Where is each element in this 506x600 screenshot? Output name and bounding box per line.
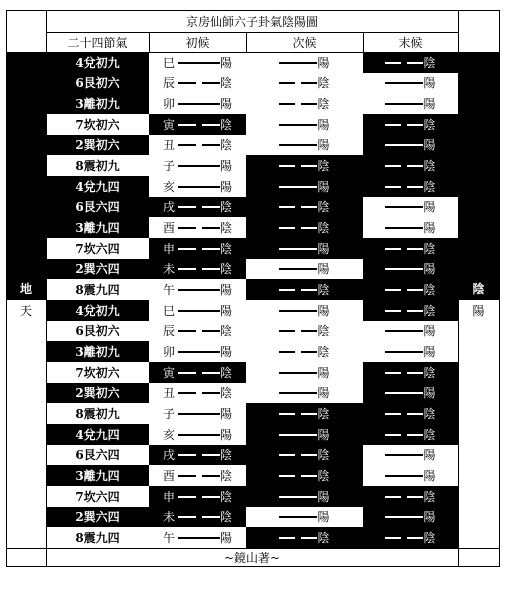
side-label-yin: 陰 xyxy=(458,280,499,298)
yin-line-mark xyxy=(178,510,220,524)
yang-line-mark xyxy=(279,179,317,193)
header-solar-terms: 二十四節氣 xyxy=(46,32,149,52)
yin-yang-word: 陽 xyxy=(220,345,233,360)
yin-line-mark xyxy=(279,159,317,173)
first-phase-cell xyxy=(149,507,246,528)
row-label: 3離九四 xyxy=(46,217,149,238)
row-label: 6艮初六 xyxy=(46,73,149,94)
yin-line-mark xyxy=(385,159,423,173)
yin-yang-word: 陽 xyxy=(220,97,233,112)
yin-yang-word: 陽 xyxy=(220,159,233,174)
yang-line-mark xyxy=(385,510,423,524)
row-label: 2巽六四 xyxy=(46,259,149,280)
yang-line-mark xyxy=(178,55,220,69)
second-phase-cell xyxy=(246,73,363,94)
yin-yang-word: 陽 xyxy=(423,345,436,360)
earthly-branch: 辰 xyxy=(162,324,175,339)
yin-yang-word: 陰 xyxy=(423,365,436,380)
chart-title: 京房仙師六子卦氣陰陽圖 xyxy=(46,10,458,32)
first-phase-cell xyxy=(149,238,246,259)
yin-yang-word: 陽 xyxy=(317,303,330,318)
row-label: 2巽初六 xyxy=(46,383,149,404)
first-phase-cell xyxy=(149,114,246,135)
yang-line-mark xyxy=(385,324,423,338)
yin-yang-word: 陽 xyxy=(220,283,233,298)
first-phase-cell xyxy=(149,341,246,362)
left-black-column xyxy=(6,52,46,300)
yin-line-mark xyxy=(178,448,220,462)
row-label: 6艮六四 xyxy=(46,197,149,218)
yin-line-mark xyxy=(385,427,423,441)
yin-line-mark xyxy=(279,200,317,214)
yin-yang-word: 陰 xyxy=(317,97,330,112)
row-label: 2巽六四 xyxy=(46,507,149,528)
last-phase-cell xyxy=(363,403,458,424)
yin-yang-word: 陽 xyxy=(423,262,436,277)
yin-yang-word: 陽 xyxy=(423,221,436,236)
earthly-branch: 戌 xyxy=(162,200,175,215)
yin-yang-word: 陽 xyxy=(423,469,436,484)
second-phase-cell xyxy=(246,486,363,507)
earthly-branch: 申 xyxy=(162,241,175,256)
grid-line xyxy=(6,10,7,566)
yin-yang-word: 陰 xyxy=(317,407,330,422)
earthly-branch: 丑 xyxy=(162,386,175,401)
yin-yang-word: 陰 xyxy=(220,386,233,401)
yin-yang-word: 陰 xyxy=(423,283,436,298)
header-second-phase: 次候 xyxy=(246,32,363,52)
last-phase-cell xyxy=(363,321,458,342)
last-phase-cell xyxy=(363,155,458,176)
yin-yang-word: 陰 xyxy=(220,76,233,91)
last-phase-cell xyxy=(363,300,458,321)
last-phase-cell xyxy=(363,465,458,486)
first-phase-cell xyxy=(149,424,246,445)
yang-line-mark xyxy=(178,179,220,193)
yin-line-mark xyxy=(279,407,317,421)
last-phase-cell xyxy=(363,424,458,445)
earthly-branch: 卯 xyxy=(162,97,175,112)
yin-yang-word: 陽 xyxy=(423,97,436,112)
yang-line-mark xyxy=(178,97,220,111)
yang-line-mark xyxy=(385,76,423,90)
grid-line xyxy=(149,32,150,52)
yin-yang-word: 陰 xyxy=(220,200,233,215)
earthly-branch: 午 xyxy=(162,531,175,545)
yang-line-mark xyxy=(178,303,220,317)
earthly-branch: 辰 xyxy=(162,76,175,91)
yin-yang-word: 陰 xyxy=(220,448,233,463)
yin-yang-word: 陽 xyxy=(317,510,330,525)
yin-yang-word: 陽 xyxy=(317,55,330,70)
yin-line-mark xyxy=(279,221,317,235)
first-phase-cell xyxy=(149,486,246,507)
first-phase-cell xyxy=(149,52,246,73)
yin-yang-word: 陽 xyxy=(317,427,330,442)
yin-line-mark xyxy=(178,489,220,503)
yin-line-mark xyxy=(279,97,317,111)
last-phase-cell xyxy=(363,383,458,404)
yang-line-mark xyxy=(385,138,423,152)
yin-yang-word: 陰 xyxy=(423,159,436,174)
first-phase-cell xyxy=(149,383,246,404)
grid-line xyxy=(6,52,499,53)
yin-line-mark xyxy=(385,241,423,255)
grid-line xyxy=(46,32,458,33)
yin-yang-word: 陽 xyxy=(220,427,233,442)
yin-line-mark xyxy=(279,469,317,483)
last-phase-cell xyxy=(363,341,458,362)
first-phase-cell xyxy=(149,217,246,238)
yin-yang-word: 陰 xyxy=(220,489,233,504)
yin-yang-word: 陰 xyxy=(220,469,233,484)
earthly-branch: 寅 xyxy=(162,117,175,132)
first-phase-cell xyxy=(149,259,246,280)
yang-line-mark xyxy=(279,138,317,152)
yin-yang-word: 陽 xyxy=(423,138,436,153)
yin-yang-word: 陽 xyxy=(220,179,233,194)
yin-line-mark xyxy=(385,117,423,131)
earthly-branch: 子 xyxy=(162,159,175,174)
yin-yang-word: 陰 xyxy=(220,241,233,256)
yang-line-mark xyxy=(279,241,317,255)
second-phase-cell xyxy=(246,507,363,528)
yin-yang-word: 陰 xyxy=(220,510,233,525)
yin-yang-word: 陽 xyxy=(220,303,233,318)
last-phase-cell xyxy=(363,176,458,197)
qi-chart xyxy=(6,10,499,566)
yin-yang-word: 陰 xyxy=(423,427,436,442)
second-phase-cell xyxy=(246,527,363,548)
last-phase-cell xyxy=(363,279,458,300)
second-phase-cell xyxy=(246,135,363,156)
yin-yang-word: 陰 xyxy=(317,159,330,174)
grid-line xyxy=(458,10,459,566)
last-phase-cell xyxy=(363,114,458,135)
yin-yang-word: 陰 xyxy=(220,138,233,153)
yin-yang-word: 陽 xyxy=(317,386,330,401)
first-phase-cell xyxy=(149,527,246,548)
earthly-branch: 午 xyxy=(162,283,175,298)
yin-line-mark xyxy=(385,407,423,421)
yin-line-mark xyxy=(385,365,423,379)
earthly-branch: 寅 xyxy=(162,365,175,380)
yin-line-mark xyxy=(178,324,220,338)
yin-yang-word: 陰 xyxy=(423,179,436,194)
grid-line xyxy=(6,10,499,11)
yin-line-mark xyxy=(279,448,317,462)
yin-line-mark xyxy=(178,241,220,255)
second-phase-cell xyxy=(246,321,363,342)
yin-yang-word: 陽 xyxy=(317,138,330,153)
row-label: 3離九四 xyxy=(46,465,149,486)
yin-line-mark xyxy=(178,200,220,214)
second-phase-cell xyxy=(246,217,363,238)
last-phase-cell xyxy=(363,238,458,259)
second-phase-cell xyxy=(246,300,363,321)
yin-line-mark xyxy=(279,324,317,338)
row-label: 4兌九四 xyxy=(46,176,149,197)
yin-yang-word: 陰 xyxy=(317,76,330,91)
last-phase-cell xyxy=(363,93,458,114)
first-phase-cell xyxy=(149,362,246,383)
second-phase-cell xyxy=(246,383,363,404)
grid-line xyxy=(6,566,500,567)
row-label: 4兌九四 xyxy=(46,424,149,445)
header-first-phase: 初候 xyxy=(149,32,246,52)
side-label-heaven: 天 xyxy=(6,302,46,320)
earthly-branch: 亥 xyxy=(162,179,175,194)
earthly-branch: 丑 xyxy=(162,138,175,153)
first-phase-cell xyxy=(149,176,246,197)
yang-line-mark xyxy=(385,97,423,111)
yin-yang-word: 陽 xyxy=(317,489,330,504)
earthly-branch: 戌 xyxy=(162,448,175,463)
earthly-branch: 亥 xyxy=(162,427,175,442)
grid-line xyxy=(246,32,247,52)
second-phase-cell xyxy=(246,445,363,466)
first-phase-cell xyxy=(149,135,246,156)
row-label: 2巽初六 xyxy=(46,135,149,156)
yang-line-mark xyxy=(178,427,220,441)
row-label: 4兌初九 xyxy=(46,52,149,73)
first-phase-cell xyxy=(149,93,246,114)
yin-line-mark xyxy=(178,469,220,483)
yang-line-mark xyxy=(279,303,317,317)
yin-line-mark xyxy=(385,489,423,503)
yin-yang-word: 陽 xyxy=(423,448,436,463)
side-label-yang: 陽 xyxy=(458,302,499,320)
yin-line-mark xyxy=(385,179,423,193)
second-phase-cell xyxy=(246,279,363,300)
last-phase-cell xyxy=(363,217,458,238)
yang-line-mark xyxy=(178,531,220,545)
yin-yang-word: 陽 xyxy=(220,407,233,422)
yang-line-mark xyxy=(385,469,423,483)
earthly-branch: 未 xyxy=(162,262,175,277)
yin-yang-word: 陽 xyxy=(317,179,330,194)
first-phase-cell xyxy=(149,403,246,424)
yin-yang-word: 陰 xyxy=(423,117,436,132)
last-phase-cell xyxy=(363,486,458,507)
side-label-earth: 地 xyxy=(6,280,46,298)
yin-line-mark xyxy=(385,303,423,317)
yin-yang-word: 陰 xyxy=(220,221,233,236)
row-label: 4兌初九 xyxy=(46,300,149,321)
yin-line-mark xyxy=(279,345,317,359)
yin-line-mark xyxy=(385,55,423,69)
yin-yang-word: 陽 xyxy=(423,386,436,401)
second-phase-cell xyxy=(246,238,363,259)
grid-line xyxy=(363,32,364,52)
second-phase-cell xyxy=(246,259,363,280)
row-label: 6艮初六 xyxy=(46,321,149,342)
last-phase-cell xyxy=(363,362,458,383)
row-label: 8震初九 xyxy=(46,403,149,424)
yin-yang-word: 陰 xyxy=(423,303,436,318)
row-label: 8震九四 xyxy=(46,527,149,548)
yang-line-mark xyxy=(178,283,220,297)
row-label: 7坎初六 xyxy=(46,114,149,135)
yin-yang-word: 陰 xyxy=(317,221,330,236)
row-label: 3離初九 xyxy=(46,93,149,114)
first-phase-cell xyxy=(149,197,246,218)
yin-yang-word: 陰 xyxy=(317,324,330,339)
yin-line-mark xyxy=(178,117,220,131)
yang-line-mark xyxy=(279,386,317,400)
yin-yang-word: 陽 xyxy=(423,76,436,91)
yin-yang-word: 陰 xyxy=(317,531,330,545)
earthly-branch: 酉 xyxy=(162,221,175,236)
earthly-branch: 卯 xyxy=(162,345,175,360)
yang-line-mark xyxy=(385,448,423,462)
yin-yang-word: 陰 xyxy=(423,531,436,545)
row-label: 8震九四 xyxy=(46,279,149,300)
second-phase-cell xyxy=(246,362,363,383)
yin-line-mark xyxy=(178,221,220,235)
yang-line-mark xyxy=(385,386,423,400)
yin-yang-word: 陽 xyxy=(423,510,436,525)
row-label: 8震初九 xyxy=(46,155,149,176)
earthly-branch: 酉 xyxy=(162,469,175,484)
yin-line-mark xyxy=(279,76,317,90)
yin-yang-word: 陽 xyxy=(317,262,330,277)
yang-line-mark xyxy=(385,345,423,359)
yin-line-mark xyxy=(178,365,220,379)
yin-yang-word: 陰 xyxy=(317,200,330,215)
yin-yang-word: 陽 xyxy=(220,531,233,545)
yin-line-mark xyxy=(279,283,317,297)
yin-yang-word: 陰 xyxy=(317,448,330,463)
yin-yang-word: 陰 xyxy=(423,407,436,422)
row-label: 7坎初六 xyxy=(46,362,149,383)
grid-line xyxy=(6,548,499,549)
first-phase-cell xyxy=(149,279,246,300)
yin-yang-word: 陰 xyxy=(317,345,330,360)
first-phase-cell xyxy=(149,321,246,342)
yin-line-mark xyxy=(178,138,220,152)
second-phase-cell xyxy=(246,424,363,445)
last-phase-cell xyxy=(363,259,458,280)
row-label: 3離初九 xyxy=(46,341,149,362)
yang-line-mark xyxy=(385,221,423,235)
row-label: 7坎六四 xyxy=(46,486,149,507)
yang-line-mark xyxy=(385,262,423,276)
row-label: 7坎六四 xyxy=(46,238,149,259)
yin-line-mark xyxy=(178,262,220,276)
yang-line-mark xyxy=(178,407,220,421)
yin-line-mark xyxy=(385,283,423,297)
header-last-phase: 末候 xyxy=(363,32,458,52)
yin-line-mark xyxy=(279,531,317,545)
yin-line-mark xyxy=(385,531,423,545)
yang-line-mark xyxy=(279,117,317,131)
last-phase-cell xyxy=(363,445,458,466)
yin-yang-word: 陽 xyxy=(423,324,436,339)
earthly-branch: 子 xyxy=(162,407,175,422)
earthly-branch: 未 xyxy=(162,510,175,525)
yang-line-mark xyxy=(279,489,317,503)
yin-yang-word: 陰 xyxy=(423,55,436,70)
last-phase-cell xyxy=(363,507,458,528)
second-phase-cell xyxy=(246,197,363,218)
first-phase-cell xyxy=(149,300,246,321)
last-phase-cell xyxy=(363,197,458,218)
last-phase-cell xyxy=(363,527,458,548)
yang-line-mark xyxy=(178,345,220,359)
last-phase-cell xyxy=(363,73,458,94)
second-phase-cell xyxy=(246,176,363,197)
yin-yang-word: 陰 xyxy=(220,324,233,339)
yang-line-mark xyxy=(279,55,317,69)
grid-line xyxy=(499,10,500,566)
yin-yang-word: 陽 xyxy=(317,365,330,380)
yang-line-mark xyxy=(279,365,317,379)
yang-line-mark xyxy=(279,262,317,276)
earthly-branch: 申 xyxy=(162,489,175,504)
yin-yang-word: 陰 xyxy=(220,262,233,277)
yang-line-mark xyxy=(279,510,317,524)
yang-line-mark xyxy=(385,200,423,214)
grid-line xyxy=(46,10,47,566)
earthly-branch: 巳 xyxy=(162,55,175,70)
second-phase-cell xyxy=(246,52,363,73)
second-phase-cell xyxy=(246,155,363,176)
yin-yang-word: 陰 xyxy=(423,241,436,256)
yin-yang-word: 陰 xyxy=(423,489,436,504)
second-phase-cell xyxy=(246,93,363,114)
first-phase-cell xyxy=(149,445,246,466)
yang-line-mark xyxy=(178,159,220,173)
first-phase-cell xyxy=(149,155,246,176)
yin-line-mark xyxy=(178,386,220,400)
yin-yang-word: 陽 xyxy=(317,117,330,132)
yin-yang-word: 陽 xyxy=(423,200,436,215)
yin-yang-word: 陰 xyxy=(220,117,233,132)
first-phase-cell xyxy=(149,465,246,486)
second-phase-cell xyxy=(246,114,363,135)
footer-signature: ~鏡山著~ xyxy=(46,548,458,566)
last-phase-cell xyxy=(363,135,458,156)
second-phase-cell xyxy=(246,465,363,486)
row-label: 6艮六四 xyxy=(46,445,149,466)
yin-yang-word: 陽 xyxy=(220,55,233,70)
earthly-branch: 巳 xyxy=(162,303,175,318)
right-black-column xyxy=(458,52,499,300)
yin-line-mark xyxy=(178,76,220,90)
yin-yang-word: 陽 xyxy=(317,241,330,256)
yin-yang-word: 陰 xyxy=(317,283,330,298)
yin-yang-word: 陰 xyxy=(317,469,330,484)
yang-line-mark xyxy=(279,427,317,441)
first-phase-cell xyxy=(149,73,246,94)
yin-yang-word: 陰 xyxy=(220,365,233,380)
last-phase-cell xyxy=(363,52,458,73)
second-phase-cell xyxy=(246,341,363,362)
second-phase-cell xyxy=(246,403,363,424)
